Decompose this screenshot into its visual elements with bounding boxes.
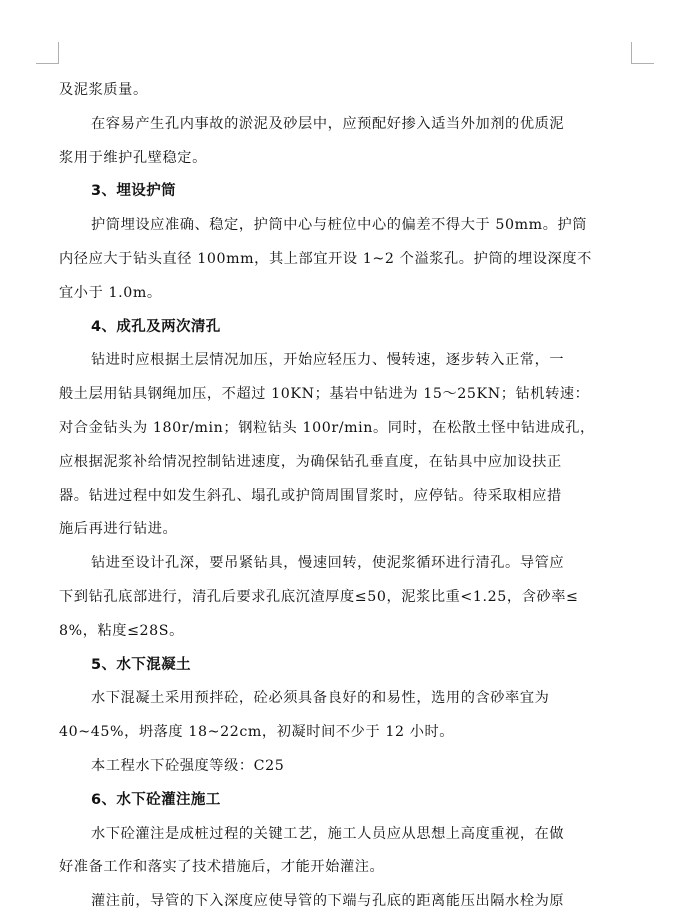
body-line: 对合金钻头为 180r/min；钢粒钻头 100r/min。同时，在松散土怪中钻进成孔， bbox=[59, 419, 595, 436]
crop-mark-top-left bbox=[58, 42, 59, 64]
body-line: 般土层用钻具钢绳加压，不超过 10KN；基岩中钻进为 15～25KN；钻机转速： bbox=[59, 386, 590, 403]
body-line: 内径应大于钻头直径 100mm，其上部宜开设 1~2 个溢浆孔。护筒的埋设深度不 bbox=[59, 250, 592, 267]
section-heading: 6、水下砼灌注施工 bbox=[91, 791, 221, 808]
crop-mark-top-right bbox=[631, 63, 654, 64]
crop-mark-top-left bbox=[36, 63, 59, 64]
body-line: 好准备工作和落实了技术措施后，才能开始灌注。 bbox=[59, 859, 385, 876]
body-line: 及泥浆质量。 bbox=[59, 82, 148, 98]
body-line: 器。钻进过程中如发生斜孔、塌孔或护筒周围冒浆时，应停钻。待采取相应措 bbox=[59, 487, 562, 504]
document-body bbox=[59, 74, 633, 919]
body-line: 钻进至设计孔深，要吊紧钻具，慢速回转，使泥浆循环进行清孔。导管应 bbox=[91, 555, 565, 572]
body-line: 8%，粘度≤28S。 bbox=[59, 622, 184, 639]
body-line: 施后再进行钻进。 bbox=[59, 521, 178, 538]
body-line: 宜小于 1.0m。 bbox=[59, 284, 162, 301]
body-line: 浆用于维护孔壁稳定。 bbox=[59, 149, 207, 166]
section-heading: 4、成孔及两次清孔 bbox=[91, 318, 221, 335]
body-line: 钻进时应根据土层情况加压，开始应轻压力、慢转速，逐步转入正常，一 bbox=[91, 352, 565, 369]
body-line: 灌注前，导管的下入深度应使导管的下端与孔底的距离能压出隔水栓为原 bbox=[91, 893, 565, 910]
body-line: 40~45%，坍落度 18~22cm，初凝时间不少于 12 小时。 bbox=[59, 724, 455, 741]
body-line: 下到钻孔底部进行，清孔后要求孔底沉渣厚度≤50，泥浆比重<1.25，含砂率≤ bbox=[59, 588, 579, 605]
section-heading: 3、埋设护筒 bbox=[91, 183, 176, 200]
section-heading: 5、水下混凝土 bbox=[91, 656, 191, 673]
body-line: 水下混凝土采用预拌砼，砼必须具备良好的和易性，选用的含砂率宜为 bbox=[91, 690, 550, 707]
body-line: 护筒埋设应准确、稳定，护筒中心与桩位中心的偏差不得大于 50mm。护筒 bbox=[91, 217, 588, 234]
body-line: 应根据泥浆补给情况控制钻进速度，为确保钻孔垂直度，在钻具中应加设扶正 bbox=[59, 453, 562, 470]
crop-mark-top-right bbox=[631, 42, 632, 64]
body-line: 水下砼灌注是成桩过程的关键工艺，施工人员应从思想上高度重视，在做 bbox=[91, 825, 565, 842]
body-line: 本工程水下砼强度等级：C25 bbox=[91, 757, 285, 774]
body-line: 在容易产生孔内事故的淤泥及砂层中，应预配好掺入适当外加剂的优质泥 bbox=[91, 115, 565, 132]
